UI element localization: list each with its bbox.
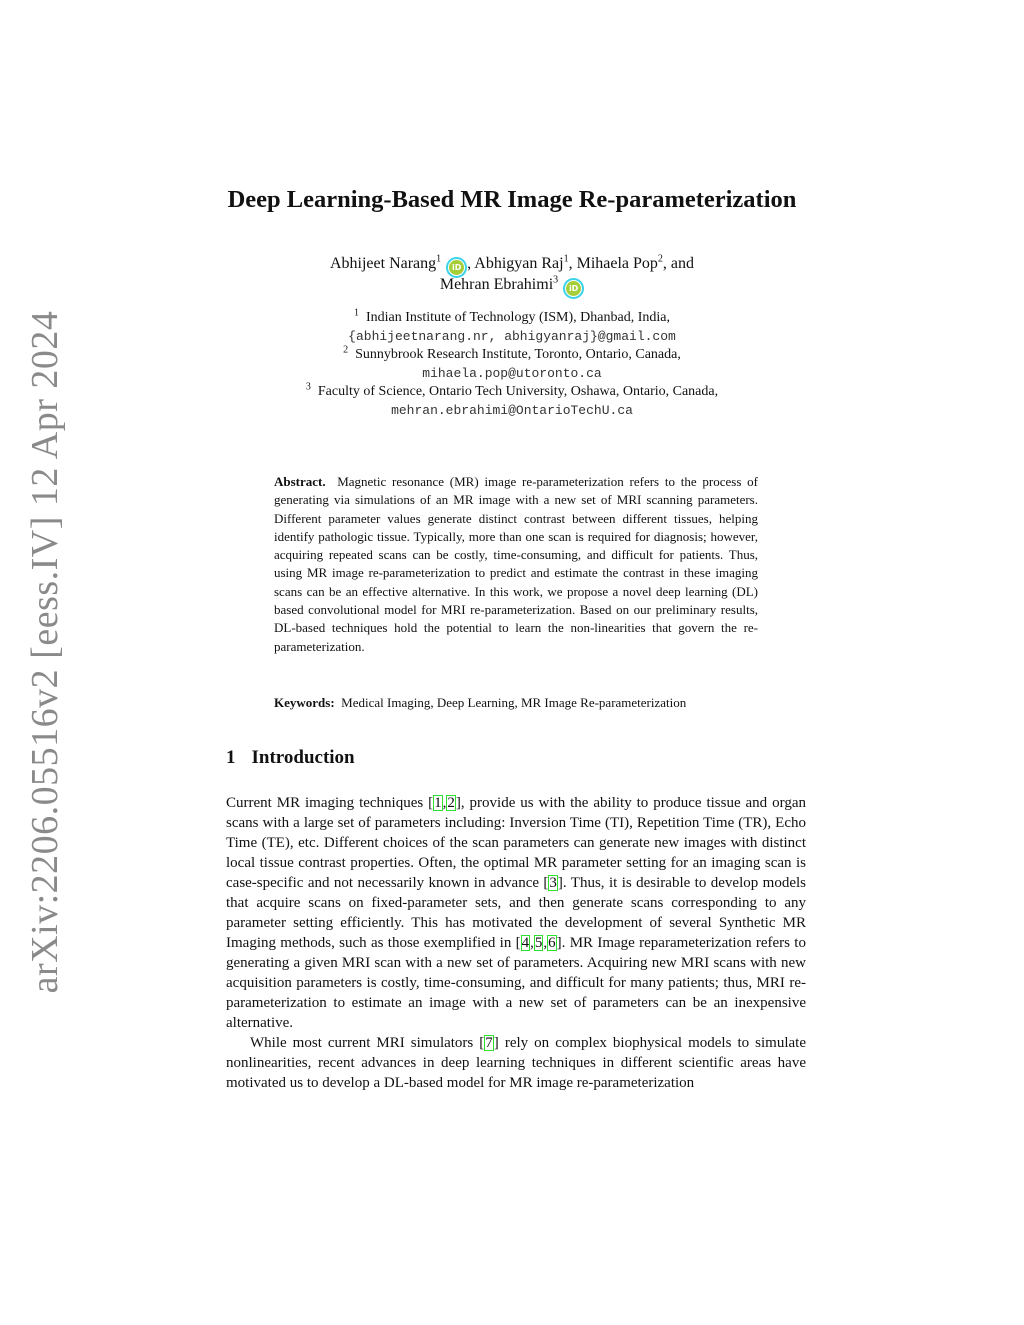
author-name: Abhijeet Narang xyxy=(329,255,437,272)
author-name: , Mihaela Pop xyxy=(568,255,658,272)
keywords-text: Medical Imaging, Deep Learning, MR Image Re-parameterization xyxy=(341,695,687,710)
abstract-text: Magnetic resonance (MR) image re-parameterization refers to the process of generating via simulations of an MR image with a new set of MRI scanning parameters. Different parameter values generate distinct contrast between different tissues, helping identify pathologic tissue. Typically, more than one scan is required for diagnosis; however, acquiring repeated scans can be costly, time-consuming, and difficult for patients. Thus, using MR image re-parameterization to predict and estimate the contrast in these imaging scans can be an effective alternative. In this work, we propose a novel deep learning (DL) based convolutional model for MRI re-parameterization. Based on our preliminary results, DL-based techniques hold the potential to learn the non-linearities that govern the re-parameterization. xyxy=(274,474,759,654)
affiliation-text: Indian Institute of Technology (ISM), Dhanbad, India, xyxy=(366,310,670,325)
affiliation-sup: 2 xyxy=(343,344,349,356)
paragraph-text: While most current MRI simulators [ xyxy=(250,1035,485,1051)
citation-link[interactable]: 2 xyxy=(447,795,455,811)
paragraph-text: ] rely on complex biophysical models to simulate nonlinearities, recent advances in deep learning techniques in different scientific areas have motivated us to develop a DL-based model for MR image re-parameterization xyxy=(226,1035,806,1091)
author-name: , Abhigyan Raj xyxy=(467,255,564,272)
citation-link[interactable]: 3 xyxy=(549,875,557,891)
paragraph xyxy=(226,1033,806,1093)
orcid-icon[interactable]: iD xyxy=(566,281,581,296)
author-line-2 xyxy=(0,275,1024,296)
keywords-label: Keywords: xyxy=(274,695,335,710)
citation-separator: , xyxy=(530,935,534,951)
author-name: Mehran Ebrahimi xyxy=(439,276,554,293)
citation-separator: , xyxy=(543,935,548,951)
author-list xyxy=(0,254,1024,296)
affiliation-sup: 1 xyxy=(354,307,359,319)
affiliation-email[interactable]: {abhijeetnarang.nr, abhigyanraj}@gmail.com xyxy=(348,328,676,344)
introduction-body xyxy=(226,793,806,1093)
arxiv-stamp xyxy=(15,310,75,994)
paragraph-text: ]. MR Image reparameterization refers to generating a given MRI scan with a new set of parameters. Acquiring new MRI scans with new acquisition parameters is costly, time-consuming, and difficult for many patients; thus, MRI re-parameterization to estimate an image with a new set of parameters can be an inexpensive alternative. xyxy=(226,935,806,1031)
citation-link[interactable]: 7 xyxy=(485,1035,493,1051)
citation-link[interactable]: 6 xyxy=(548,935,556,951)
author-affil-sup: 2 xyxy=(657,253,663,265)
paragraph xyxy=(226,793,806,1033)
arxiv-stamp-text: arXiv:2206.05516v2 [eess.IV] 12 Apr 2024 xyxy=(24,310,66,994)
citation-separator: , xyxy=(442,795,447,811)
citation-link[interactable]: 5 xyxy=(534,935,543,951)
affiliation-text: Faculty of Science, Ontario Tech University, Oshawa, Ontario, Canada, xyxy=(317,384,719,399)
author-line-1 xyxy=(0,254,1024,275)
paragraph-text: ]. Thus, it is desirable to develop models that acquire scans on fixed-parameter sets, and then generate scans corresponding to any parameter setting efficiently. This has motivated the development of several Synthetic MR Imaging methods, such as those exemplified in [ xyxy=(226,875,806,951)
affiliation-line xyxy=(0,309,1024,328)
affiliations xyxy=(0,309,1024,420)
author-affil-sup: 1 xyxy=(436,253,442,265)
abstract xyxy=(274,473,758,656)
affiliation-text: Sunnybrook Research Institute, Toronto, Ontario, Canada, xyxy=(355,347,681,362)
section-number: 1 xyxy=(226,747,236,768)
citation-link[interactable]: 4 xyxy=(521,935,530,951)
section-heading xyxy=(226,747,355,769)
affiliation-sup: 3 xyxy=(305,381,311,393)
affiliation-email[interactable]: mihaela.pop@utoronto.ca xyxy=(422,365,602,381)
author-affil-sup: 3 xyxy=(553,274,559,286)
paper-title: Deep Learning-Based MR Image Re-parameterization xyxy=(227,186,797,213)
author-conjunction: , and xyxy=(662,255,695,272)
affiliation-line xyxy=(0,346,1024,365)
paragraph-text: Current MR imaging techniques [ xyxy=(226,795,434,811)
affiliation-email[interactable]: mehran.ebrahimi@OntarioTechU.ca xyxy=(391,402,633,418)
citation-link[interactable]: 1 xyxy=(434,795,442,811)
affiliation-line xyxy=(0,383,1024,402)
orcid-icon[interactable]: iD xyxy=(449,260,464,275)
keywords xyxy=(274,694,794,712)
abstract-label: Abstract. xyxy=(274,474,326,489)
author-affil-sup: 1 xyxy=(563,253,569,265)
section-title-text: Introduction xyxy=(251,747,355,768)
paragraph-text: ], provide us with the ability to produce tissue and organ scans with a large set of parameters including: Inversion Time (TI), Repetition Time (TR), Echo Time (TE), etc. Different choices of the scan parameters can generate new images with distinct local tissue contrast properties. Often, the optimal MR parameter setting for an imaging scan is case-specific and not necessarily known in advance [ xyxy=(226,795,806,891)
